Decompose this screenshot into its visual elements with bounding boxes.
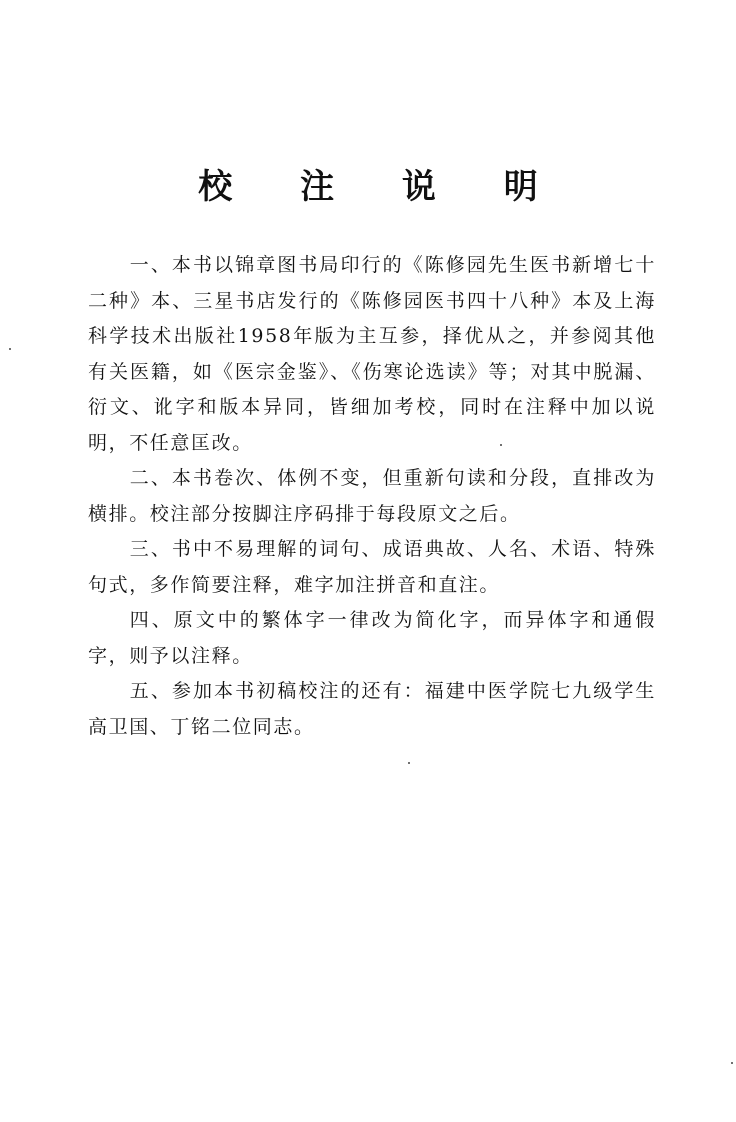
note-paragraph-1: 一、本书以锦章图书局印行的《陈修园先生医书新增七十二种》本、三星书店发行的《陈修园医书四十八种》本及上海科学技术出版社1958年版为主互参，择优从之，并参阅其他有关医籍，如《医宗金鉴》、《伤寒论选读》等；对其中脱漏、衍文、讹字和版本异同，皆细加考校，同时在注释中加以说明，不任意匡改。: [88, 254, 656, 454]
note-paragraph-5: 五、参加本书初稿校注的还有：福建中医学院七九级学生高卫国、丁铭二位同志。: [88, 680, 656, 738]
note-paragraph-3: 三、书中不易理解的词句、成语典故、人名、术语、特殊句式，多作简要注释，难字加注拼音和直注。: [88, 538, 656, 596]
scan-speck: [500, 444, 502, 446]
note-paragraph-4: 四、原文中的繁体字一律改为简化字，而异体字和通假字，则予以注释。: [88, 609, 656, 667]
page-title: 校 注 说 明: [198, 167, 566, 207]
notes-body: [88, 248, 656, 745]
scan-speck: [408, 762, 410, 764]
scan-speck: [731, 1062, 733, 1064]
note-paragraph-2: 二、本书卷次、体例不变，但重新句读和分段，直排改为横排。校注部分按脚注序码排于每段原文之后。: [88, 467, 656, 525]
scan-speck: [9, 348, 11, 350]
